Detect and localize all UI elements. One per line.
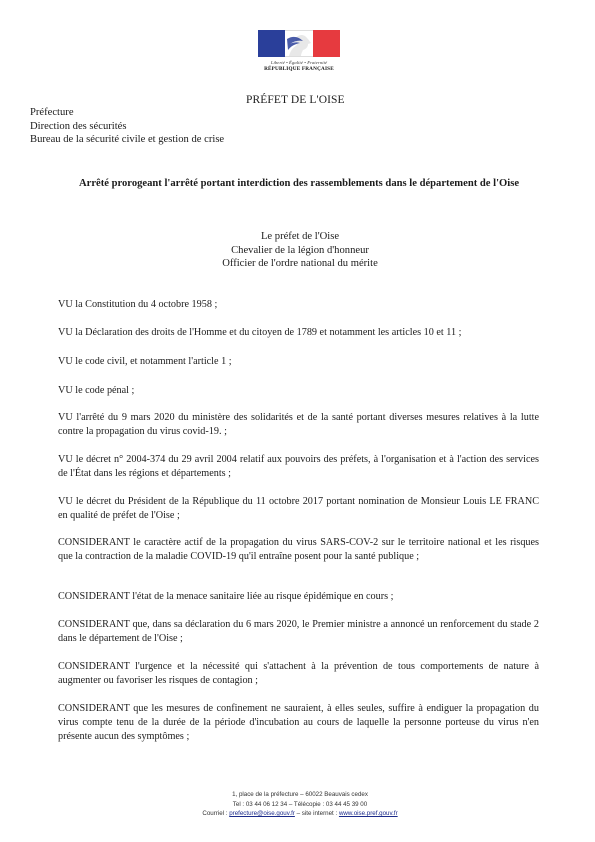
signer-line: Le préfet de l'Oise bbox=[260, 231, 340, 242]
clause-paragraph: CONSIDERANT que, dans sa déclaration du 6 mars 2020, le Premier ministre a annoncé un renforcement du stade 2 dans le département de l'Oise ; bbox=[58, 619, 539, 644]
marianne-logo bbox=[257, 30, 341, 80]
clause-paragraph: VU le décret du Président de la République du 11 octobre 2017 portant nomination de Monsieur Louis LE FRANC en qualité de préfet de l'Oise ; bbox=[58, 496, 539, 521]
email-label: Courriel : bbox=[202, 810, 228, 818]
service-line: Bureau de la sécurité civile et gestion de crise bbox=[30, 134, 225, 145]
republic-motto: Liberté • Égalité • Fraternité bbox=[270, 60, 328, 65]
republic-name: RÉPUBLIQUE FRANÇAISE bbox=[264, 66, 334, 72]
service-line: Préfecture bbox=[30, 107, 74, 118]
site-label: – site internet : bbox=[296, 810, 338, 818]
service-line: Direction des sécurités bbox=[30, 120, 127, 132]
signer-line: Officier de l'ordre national du mérite bbox=[222, 258, 378, 269]
clause-paragraph: VU le décret n° 2004-374 du 29 avril 2004 relatif aux pouvoirs des préfets, à l'organisation et à l'action des services de l'État dans les régions et départements ; bbox=[58, 454, 539, 479]
tricolor-flag-icon bbox=[258, 30, 340, 57]
footer-phone: Tel : 03 44 06 12 34 – Télécopie : 03 44 45 39 00 bbox=[232, 800, 368, 808]
signer-line: Chevalier de la légion d'honneur bbox=[231, 244, 369, 256]
signer-block bbox=[180, 230, 420, 271]
arrete-title: Arrêté prorogeant l'arrêté portant interdiction des rassemblements dans le département de l'Oise bbox=[78, 178, 520, 189]
clause-paragraph: VU le code civil, et notamment l'article 1 ; bbox=[58, 356, 232, 367]
clause-paragraph: CONSIDERANT l'urgence et la nécessité qui s'attachent à la prévention de tous comportements de nature à augmenter ou favoriser les risques de contagion ; bbox=[58, 661, 539, 686]
service-block bbox=[30, 106, 224, 147]
clause-paragraph: VU l'arrêté du 9 mars 2020 du ministère des solidarités et de la santé portant diverses mesures relatives à la lutte contre la propagation du virus covid-19. ; bbox=[58, 412, 539, 437]
clause-paragraph: VU la Constitution du 4 octobre 1958 ; bbox=[58, 299, 218, 310]
clause-paragraph: CONSIDERANT l'état de la menace sanitaire liée au risque épidémique en cours ; bbox=[58, 591, 394, 602]
website-link[interactable]: www.oise.pref.gouv.fr bbox=[338, 810, 398, 818]
marianne-profile-icon bbox=[285, 31, 313, 56]
footer-address: 1, place de la préfecture – 60022 Beauvais cedex bbox=[232, 791, 368, 798]
clause-paragraph: CONSIDERANT le caractère actif de la propagation du virus SARS-COV-2 sur le territoire national et les risques que la contraction de la maladie COVID-19 qu'il entraîne posent pour la santé publique ; bbox=[58, 537, 539, 562]
clause-paragraph: CONSIDERANT que les mesures de confinement ne sauraient, à elles seules, suffire à endiguer la propagation du virus compte tenu de la durée de la période d'incubation au cours de laquelle la personne porteuse du virus n'en présente aucun des symptômes ; bbox=[58, 703, 539, 742]
footer-contact bbox=[150, 790, 450, 819]
footer-web bbox=[150, 809, 450, 819]
clause-paragraph: VU la Déclaration des droits de l'Homme et du citoyen de 1789 et notamment les articles 10 et 11 ; bbox=[58, 327, 462, 338]
email-link[interactable]: prefecture@oise.gouv.fr bbox=[229, 810, 295, 818]
clause-paragraph: VU le code pénal ; bbox=[58, 385, 135, 396]
prefet-heading: PRÉFET DE L'OISE bbox=[246, 94, 345, 106]
